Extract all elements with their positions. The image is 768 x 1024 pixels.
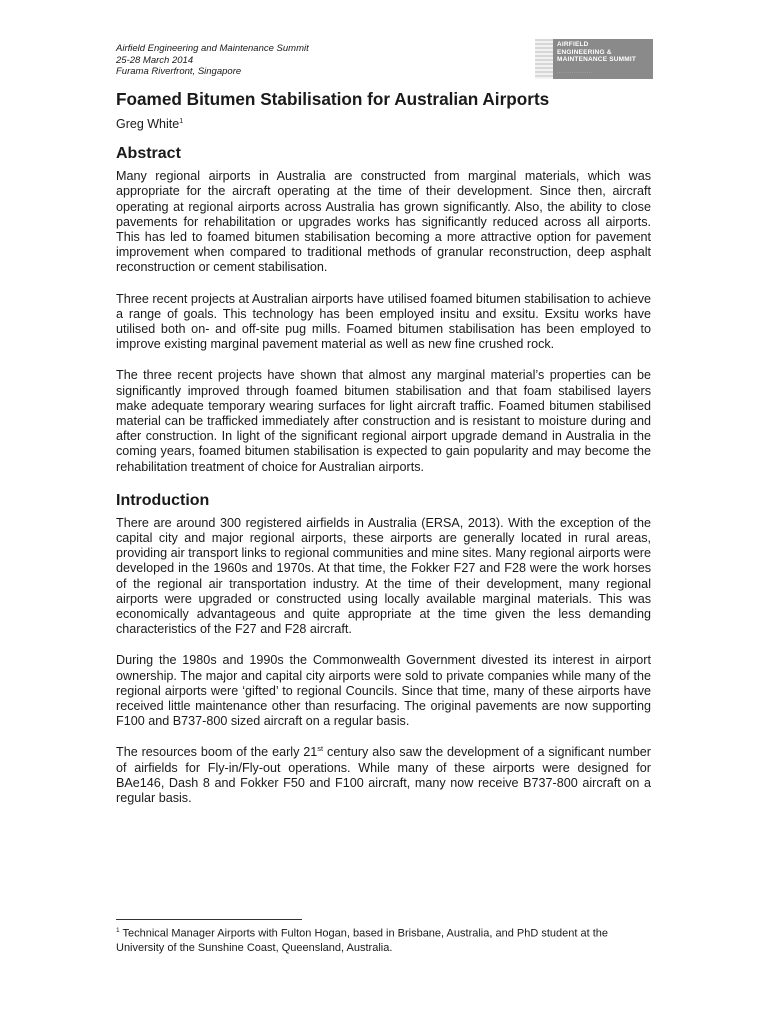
conference-name: Airfield Engineering and Maintenance Summit <box>116 43 309 54</box>
logo-line-2: ENGINEERING & <box>557 48 612 56</box>
introduction-paragraph-1: There are around 300 registered airfields in Australia (ERSA, 2013). With the exception of the capital city and major regional airports, these airports are generally located in rural areas, providing air transport links to regional communities and mine sites. Many regional airports were developed in the 1960s and 1970s. At that time, the Fokker F27 and F28 were the work horses of the regional air transportation industry. At the time of their development, many regional airports were upgraded or constructed using locally available marginal materials. This was economically advantageous and quite appropriate at the time given the less demanding characteristics of the F27 and F28 aircraft. <box>116 515 651 637</box>
intro-p3-superscript: st <box>317 744 324 754</box>
introduction-paragraph-2: During the 1980s and 1990s the Commonwealth Government divested its interest in airport ownership. The major and capital city airports were sold to private companies while many of the regional airports were ‘gifted’ to regional Councils. Since that time, many of these airports have received little maintenance other than resurfacing. The original pavements are now supporting F100 and B737-800 sized aircraft on a regular basis. <box>116 653 651 729</box>
conference-dates: 25-28 March 2014 <box>116 54 194 66</box>
abstract-paragraph-2: Three recent projects at Australian airports have utilised foamed bitumen stabilisation to achieve a range of goals. This technology has been employed insitu and exsitu. Exsitu works have utilised both on- and off-site pug mills. Foamed bitumen stabilisation has been employed to improve existing marginal pavement material as well as new fine crushed rock. <box>116 291 651 352</box>
intro-p3-start: The resources boom of the early 21 <box>116 745 318 760</box>
footnote-divider <box>116 919 302 920</box>
footnote <box>116 924 651 955</box>
abstract-paragraph-1: Many regional airports in Australia are constructed from marginal materials, which was appropriate for the aircraft operating at the time of their development. Since then, aircraft operating at regional airports across Australia has grown significantly. Also, the ability to close pavements for rehabilitation or upgrades works has significantly reduced across all airports. This has led to foamed bitumen stabilisation becoming a more attractive option for pavement improvement when compared to traditional methods of granular reconstruction, deep asphalt reconstruction or cement stabilisation. <box>116 169 651 275</box>
footnote-text: Technical Manager Airports with Fulton Hogan, based in Brisbane, Australia, and PhD student at the University of the Sunshine Coast, Queensland, Australia. <box>116 927 608 954</box>
logo-line-3: MAINTENANCE SUMMIT <box>557 56 637 63</box>
paper-title: Foamed Bitumen Stabilisation for Australian Airports <box>116 89 550 109</box>
abstract-paragraph-3: The three recent projects have shown that almost any marginal material’s properties can be significantly improved through foamed bitumen stabilisation and that foam stabilised layers make adequate temporary wearing surfaces for light aircraft traffic. Foamed bitumen stabilised material can be trafficked immediately after construction and is resistant to moisture during and after construction. In light of the significant regional airport upgrade demand in Australia in the coming years, foamed bitumen stabilisation is expected to gain popularity and may become the rehabilitation treatment of choice for Australian airports. <box>116 368 651 474</box>
intro-p3-end: century also saw the development of a significant number of airfields for Fly-in/Fly-out operations. While many of these airports were designed for BAe146, Dash 8 and Fokker F50 and F100 aircraft, many now receive B737-800 aircraft on a regular basis. <box>116 745 651 806</box>
author-line <box>116 114 651 132</box>
introduction-heading: Introduction <box>116 491 210 509</box>
conference-header <box>116 43 309 78</box>
paper-body <box>116 88 651 822</box>
introduction-paragraph-3 <box>116 745 651 806</box>
logo-line-1: AIRFIELD <box>557 41 589 48</box>
summit-logo <box>535 39 653 79</box>
abstract-heading: Abstract <box>116 145 181 163</box>
logo-subtext: · · · · · · · · · · · · · · · · · <box>557 71 593 75</box>
author-footnote-mark: 1 <box>179 118 184 125</box>
footnote-mark: 1 <box>116 927 120 934</box>
conference-venue: Furama Riverfront, Singapore <box>116 66 242 77</box>
author-name: Greg White <box>116 117 180 132</box>
logo-text <box>557 41 636 64</box>
